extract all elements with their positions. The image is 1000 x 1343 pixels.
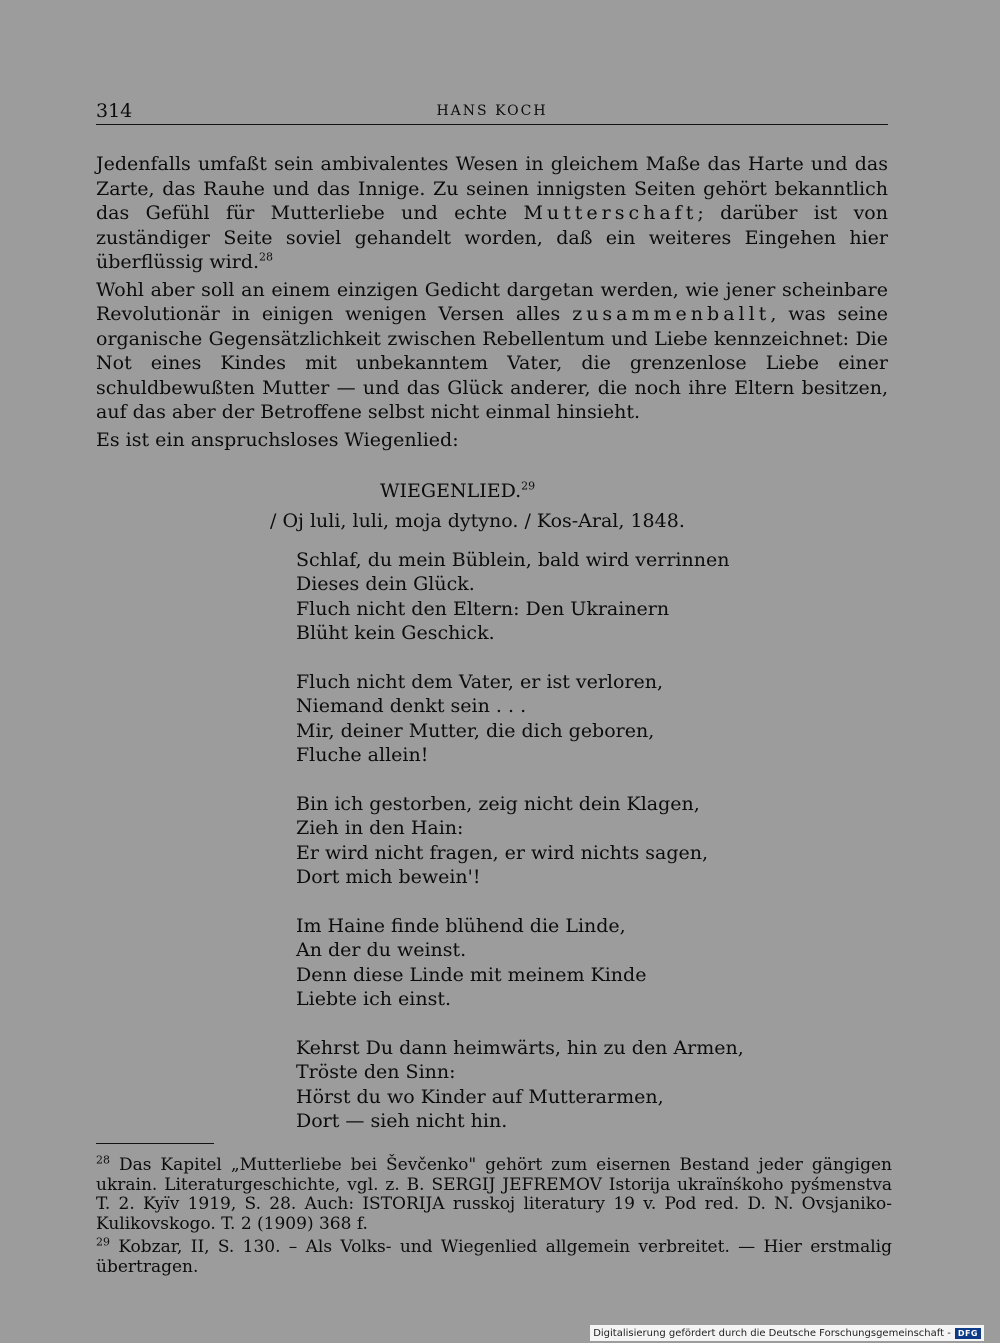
poem-line: Kehrst Du dann heimwärts, hin zu den Armen, <box>296 1037 744 1060</box>
poem-line: Im Haine finde blühend die Linde, <box>296 915 626 938</box>
paragraph-1: Jedenfalls umfaßt sein ambivalentes Wesen in gleichem Maße das Harte und das Zarte, das Rauhe und das Innige. Zu seinen innigsten Seiten gehört bekanntlich das Gefühl für Mutterliebe und echte Mutterschaft; darüber ist von zuständiger Seite soviel gehandelt worden, daß ein weiteres Eingehen hier überflüssig wird.$^{28}$ <box>96 153 888 273</box>
footnote-text: Das Kapitel „Mutterliebe bei Ševčenko" gehört zum eisernen Bestand jeder gängigen ukrain. Literaturgeschichte, vgl. z. B. SERGIJ JEFREMOV Istorija ukraïnśkoho pyśmenstva T. 2. Kyïv 1919, S. 28. Auch: ISTORIJA russkoj literatury 19 v. Pod red. D. N. Ovsjaniko-Kulikovskogo. T. 2 (1909) 368 f. <box>96 1155 893 1234</box>
poem-line: Zieh in den Hain: <box>296 817 464 840</box>
footnotes <box>96 1153 893 1281</box>
poem-line: Fluche allein! <box>296 744 429 767</box>
poem-line: Niemand denkt sein . . . <box>296 695 527 718</box>
poem-line: An der du weinst. <box>296 939 467 962</box>
poem-line: Schlaf, du mein Büblein, bald wird verrinnen <box>296 549 730 571</box>
footnote-ref-29: 29 <box>521 479 536 493</box>
credit-text: Digitalisierung gefördert durch die Deutsche Forschungsgemeinschaft - <box>593 1327 951 1339</box>
poem-line: Hörst du wo Kinder auf Mutterarmen, <box>296 1085 664 1108</box>
poem-stanza <box>296 914 816 1012</box>
paragraph-2: Wohl aber soll an einem einzigen Gedicht dargetan werden, wie jener scheinbare Revolutionär in einigen wenigen Versen alles zusammenballt, was seine organische Gegensätzlichkeit zwischen Rebellentum und Liebe kennzeichnet: Die Not eines Kindes mit unbekanntem Vater, die grenzenlose Liebe einer schuldbewußten Mutter — und das Glück anderer, die noch ihre Eltern besitzen, auf das aber der Betroffene selbst nicht einmal hinsieht. <box>96 278 889 423</box>
poem <box>296 548 816 1158</box>
poem-line: Er wird nicht fragen, er wird nichts sagen, <box>296 841 709 864</box>
poem-subtitle: / Oj luli, luli, moja dytyno. / Kos-Aral, 1848. <box>270 510 685 532</box>
poem-stanza <box>296 670 816 768</box>
paragraph-3: Es ist ein anspruchsloses Wiegenlied: <box>96 428 459 451</box>
body-text <box>96 152 888 452</box>
footnote-text: Kobzar, II, S. 130. – Als Volks- und Wiegenlied allgemein verbreitet. — Hier erstmalig übertragen. <box>96 1237 892 1277</box>
poem-line: Dort — sieh nicht hin. <box>296 1110 508 1133</box>
poem-line: Tröste den Sinn: <box>296 1061 456 1084</box>
footnote <box>96 1153 893 1234</box>
poem-stanza <box>296 1036 816 1134</box>
dfg-logo: DFG <box>955 1328 981 1339</box>
poem-line: Liebte ich einst. <box>296 988 451 1011</box>
footnote-mark: 29 <box>96 1235 110 1249</box>
digitization-credit <box>590 1325 984 1341</box>
poem-line: Dieses dein Glück. <box>296 573 475 596</box>
poem-line: Mir, deiner Mutter, die dich geboren, <box>296 719 655 742</box>
poem-stanza <box>296 792 816 890</box>
running-head: HANS KOCH <box>436 103 548 119</box>
poem-line: Blüht kein Geschick. <box>296 622 495 645</box>
poem-line: Bin ich gestorben, zeig nicht dein Klagen, <box>296 793 700 816</box>
page-number: 314 <box>96 100 133 122</box>
poem-stanza <box>296 548 816 646</box>
poem-line: Fluch nicht den Eltern: Den Ukrainern <box>296 597 670 620</box>
footnote-mark: 28 <box>96 1153 110 1167</box>
footnote-rule <box>96 1143 214 1144</box>
page-header <box>96 100 888 125</box>
poem-title: WIEGENLIED.$^{29}$ <box>380 479 536 502</box>
poem-line: Dort mich bewein'! <box>296 866 481 889</box>
footnote-ref-28: 28 <box>259 250 274 264</box>
footnote <box>96 1235 892 1277</box>
emphasis-spaced: Mutterschaft <box>523 202 698 224</box>
emphasis-spaced: zusammenballt <box>572 303 771 325</box>
poem-line: Fluch nicht dem Vater, er ist verloren, <box>296 671 664 694</box>
poem-line: Denn diese Linde mit meinem Kinde <box>296 963 647 986</box>
